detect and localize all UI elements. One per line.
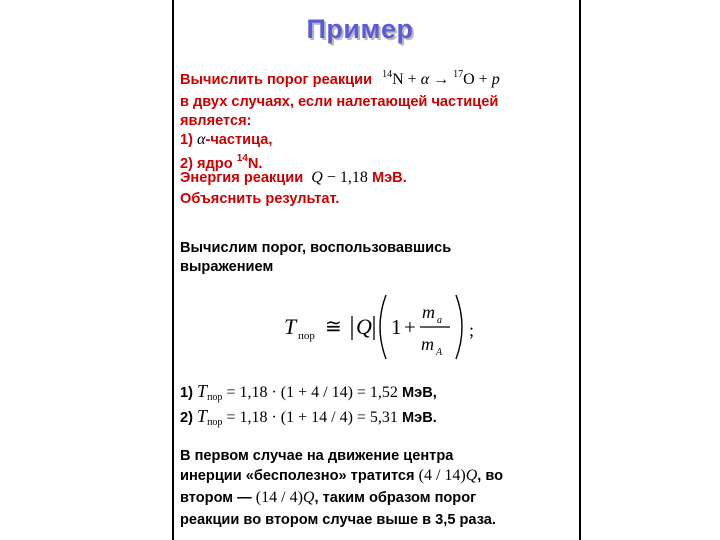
result-2-T-sub: пор: [207, 417, 223, 428]
formula-Q: Q: [356, 314, 372, 339]
result-2-number: 2): [180, 410, 193, 426]
energy-q: Q: [311, 169, 323, 186]
formula-semicolon: ;: [469, 320, 475, 340]
formula-num-sub: a: [437, 315, 442, 326]
reaction-alpha: α: [420, 71, 430, 88]
paren-right: [456, 295, 462, 359]
problem-line-3: является:: [180, 113, 252, 129]
conclusion-line-3: [180, 489, 476, 507]
formula-T-sub: пор: [298, 330, 315, 342]
conclusion-3-q: Q: [302, 489, 315, 506]
conclusion-line-2: [180, 467, 503, 485]
paren-left: [380, 295, 386, 359]
formula-den-m: m: [421, 334, 434, 354]
result-1-T: T: [197, 381, 208, 401]
slide-title: Пример: [306, 14, 414, 44]
case-2-element: N.: [247, 156, 263, 172]
case-1-number: 1): [180, 132, 193, 148]
conclusion-3-fraction: [256, 489, 315, 506]
reaction-nitrogen: N: [392, 71, 404, 88]
left-border-line: [172, 0, 174, 540]
result-1-unit: МэВ,: [401, 385, 437, 401]
case-1-alpha: α: [197, 131, 206, 148]
conclusion-2-fraction: [419, 467, 478, 484]
formula-approx: ≅: [325, 316, 342, 338]
case-2-mass: 14: [236, 153, 248, 164]
case-2-text: 2) ядро: [180, 156, 233, 172]
energy-label: Энергия реакции: [180, 170, 304, 186]
reaction-oxygen: O: [463, 71, 475, 88]
solution-intro-1: Вычислим порог, воспользовавшись: [180, 240, 452, 256]
result-2-value: = 1,18 · (1 + 14 / 4) = 5,31: [226, 409, 398, 426]
reaction-mass-14: 14: [382, 69, 393, 80]
conclusion-3-text: втором —: [180, 490, 252, 506]
result-2: [180, 407, 437, 432]
reaction-equation: [382, 71, 500, 88]
energy-value: [311, 169, 368, 186]
conclusion-3-ratio: (14 / 4): [255, 489, 303, 506]
threshold-formula: [270, 292, 490, 362]
conclusion-2-tail: , во: [477, 468, 504, 484]
conclusion-3-tail: , таким образом порог: [314, 490, 477, 506]
solution-intro-2: выражением: [180, 259, 274, 275]
reaction-proton: p: [491, 71, 500, 88]
result-2-expression: [197, 406, 398, 428]
result-1-expression: [197, 381, 398, 403]
result-1-value: = 1,18 · (1 + 4 / 14) = 1,52: [226, 384, 398, 401]
energy-unit: МэВ.: [371, 170, 407, 186]
conclusion-2-text: инерции «бесполезно» тратится: [180, 468, 415, 484]
conclusion-line-1: В первом случае на движение центра: [180, 448, 454, 464]
formula-T: T: [284, 314, 297, 339]
conclusion-2-q: Q: [465, 467, 478, 484]
formula-den-sub: A: [436, 347, 443, 358]
result-1: [180, 382, 437, 407]
reaction-plus-2: +: [478, 71, 488, 88]
conclusion-2-ratio: (4 / 14): [418, 467, 466, 484]
conclusion-line-4: реакции во втором случае выше в 3,5 раза.: [180, 512, 496, 528]
problem-line-1: [180, 66, 500, 89]
problem-line-6: [180, 169, 407, 187]
formula-num-m: m: [422, 302, 435, 322]
result-1-T-sub: пор: [207, 392, 223, 403]
reaction-mass-17: 17: [453, 69, 464, 80]
problem-line-4: [180, 131, 272, 149]
formula-plus: +: [404, 315, 416, 339]
problem-line-2: в двух случаях, если налетающей частицей: [180, 94, 499, 110]
result-2-T: T: [197, 406, 208, 426]
reaction-plus-1: +: [407, 71, 417, 88]
result-1-number: 1): [180, 385, 193, 401]
case-1-text: -частица,: [205, 132, 273, 148]
energy-number: − 1,18: [322, 169, 368, 186]
right-border-line: [579, 0, 581, 540]
problem-line-7: Объяснить результат.: [180, 191, 340, 207]
reaction-arrow: →: [433, 71, 450, 88]
result-2-unit: МэВ.: [401, 410, 437, 426]
problem-text-1: Вычислить порог реакции: [180, 72, 373, 88]
formula-one: 1: [391, 315, 402, 339]
